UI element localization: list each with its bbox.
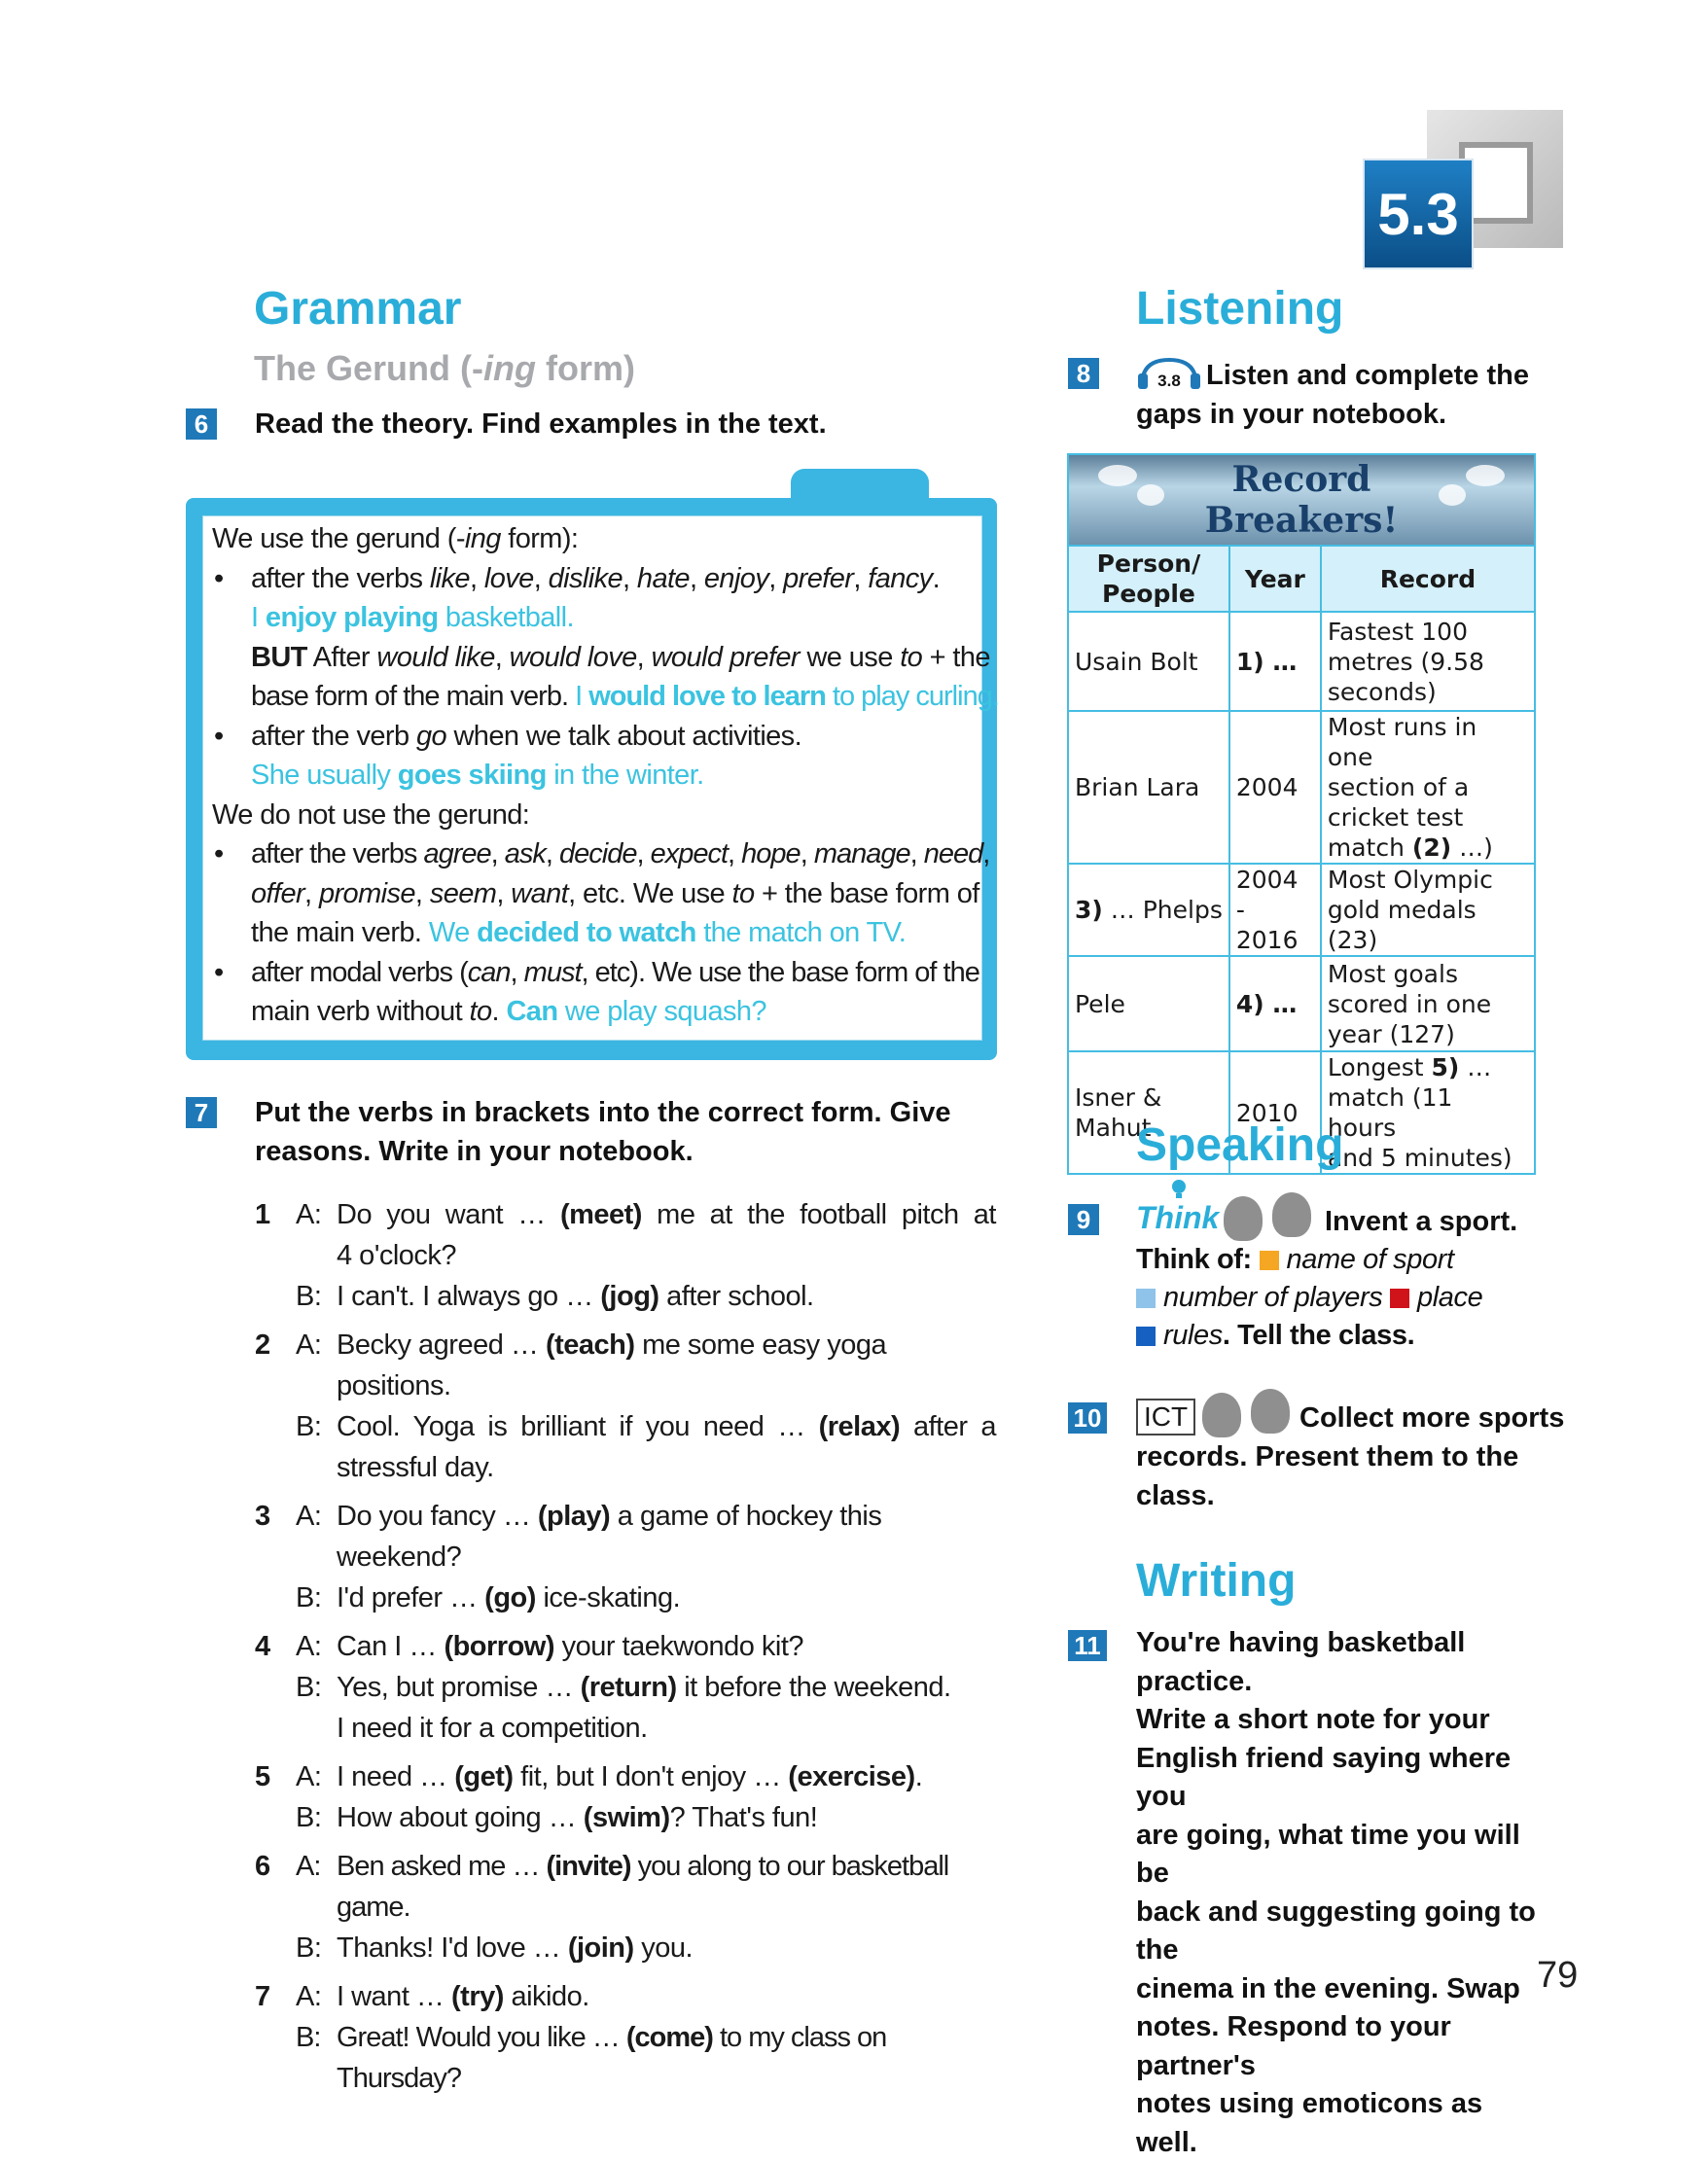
exercise-9-options: Think of: name of sport number of players place rules. Tell the class.	[1136, 1244, 1483, 1351]
exercise-10-number: 10	[1068, 1402, 1107, 1434]
theory-text: We use the gerund (-ing form): • after the verbs like, love, dislike, hate, enjoy, prefer, fancy. I enjoy playing basketball. BUT After would like, would love, would prefer we use to + the base form of the main verb. I would love to learn to play curling. • after the verb go when we talk about activities. She usually goes skiing in the winter. We do not use the gerund: • after the verbs agree, ask, decide, expect, hope, manage, need, offer, promise, seem, want, etc. We use to + the base form of the main verb. We decided to watch the match on TV. • after modal verbs (can, must, etc). We use the base form of the main verb without to. Can we play squash?	[212, 519, 980, 1032]
table-title-line2: Breakers!	[1204, 500, 1399, 541]
listening-title: Listening	[1136, 283, 1344, 335]
head-profile-icon	[1272, 1192, 1311, 1237]
exercise-11-instruction: You're having basketball practice. Write a short note for your English friend saying where you are going, what time you will be back and suggesting going to the cinema in the evening. Swap notes. Respond to your partner's notes using emoticons as well.	[1136, 1627, 1536, 2158]
writing-title: Writing	[1136, 1555, 1297, 1607]
table-row: Pele 4) … Most goals scored in one year (127)	[1068, 956, 1535, 1051]
square-blue-icon	[1136, 1327, 1156, 1346]
exercise-10-lines: records. Present them to the class.	[1136, 1441, 1519, 1511]
exercise-7-items: 1 A: Do you want … (meet) me at the football pitch at 4 o'clock? B: I can't. I always go … (jog) after school. 2 A: Becky agreed … (teach) me some easy yoga positions. B: Cool. Yoga is brilliant if you need … (relax) after a stressful day. 3 A: Do you fancy … (play) a game of hockey this weekend? B: I'd prefer … (go) ice-skating. 4 A: Can I … (borrow) your taekwondo kit? B: Yes, but promise … (return) it before the weekend. I need it for a competition. 5 A: I need … (get) fit, but I don't enjoy … (exercise). B: How about going … (swim)? That's fun! 6 A: Ben asked me … (invite) you along to our basketball game. B: Thanks! I'd love … (join) you. 7 A: I want … (try) aikido. B: Great! Would you like … (come) to my class on Thursday?	[255, 1194, 996, 2099]
exercise-8-instruction-line1: Listen and complete the	[1206, 360, 1529, 391]
headphones-icon[interactable]	[1136, 356, 1202, 391]
square-lightblue-icon	[1136, 1289, 1156, 1308]
exercise-8-number: 8	[1068, 358, 1099, 389]
record-breakers-table	[1067, 453, 1536, 1175]
exercise-item: 3 A: Do you fancy … (play) a game of hockey this weekend?	[255, 1501, 882, 1573]
track-number: 3.8	[1157, 372, 1181, 390]
exercise-6-instruction: Read the theory. Find examples in the text.	[255, 408, 827, 440]
head-profile-icon	[1251, 1389, 1290, 1434]
square-orange-icon	[1260, 1251, 1279, 1270]
exercise-8-instruction-line2: gaps in your notebook.	[1136, 399, 1447, 430]
table-row: 3) … Phelps 2004 - 2016 Most Olympic gold medals (23)	[1068, 864, 1535, 956]
page-number: 79	[1537, 1955, 1579, 1996]
exercise-9-number: 9	[1068, 1204, 1099, 1235]
exercise-6-number: 6	[186, 408, 217, 440]
exercise-10-line1: Collect more sports	[1299, 1402, 1565, 1434]
table-row: Isner & Mahut 2010 Longest 5) … match (11 hours and 5 minutes)	[1068, 1051, 1535, 1174]
speaking-title: Speaking	[1136, 1119, 1344, 1171]
exercise-11-number: 11	[1068, 1630, 1107, 1661]
grammar-subtitle: The Gerund (-ing form)	[254, 348, 635, 388]
exercise-item: 5 A: I need … (get) fit, but I don't enjoy … (exercise).	[255, 1761, 923, 1792]
exercise-item: 1 A: Do you want … (meet) me at the football pitch at	[255, 1199, 996, 1230]
exercise-9-instruction: Invent a sport.	[1325, 1206, 1518, 1237]
ict-badge: ICT	[1136, 1399, 1195, 1435]
table-row: Usain Bolt 1) … Fastest 100 metres (9.58 seconds)	[1068, 612, 1535, 711]
column-header-record: Record	[1321, 546, 1535, 612]
exercise-item: 6 A: Ben asked me … (invite) you along to our basketball game.	[255, 1851, 949, 1923]
exercise-item: 2 A: Becky agreed … (teach) me some easy yoga positions.	[255, 1329, 887, 1401]
table-title-line1: Record	[1231, 459, 1371, 500]
head-profile-icon	[1224, 1196, 1263, 1241]
unit-badge: 5.3	[1363, 159, 1474, 269]
exercise-7-instruction: Put the verbs in brackets into the correct form. Give reasons. Write in your notebook.	[255, 1097, 951, 1167]
column-header-person: Person/ People	[1068, 546, 1229, 612]
table-row: Brian Lara 2004 Most runs in one section of a cricket test match (2) …)	[1068, 711, 1535, 864]
exercise-7-number: 7	[186, 1097, 217, 1128]
table-banner	[1068, 454, 1535, 546]
grammar-title: Grammar	[254, 283, 462, 335]
square-red-icon	[1390, 1289, 1409, 1308]
lightbulb-icon	[1167, 1177, 1191, 1200]
column-header-year: Year	[1229, 546, 1321, 612]
think-label: Think	[1136, 1200, 1220, 1235]
exercise-item: 7 A: I want … (try) aikido.	[255, 1981, 589, 2012]
exercise-item: 4 A: Can I … (borrow) your taekwondo kit?	[255, 1631, 804, 1662]
head-profile-icon	[1202, 1393, 1241, 1437]
